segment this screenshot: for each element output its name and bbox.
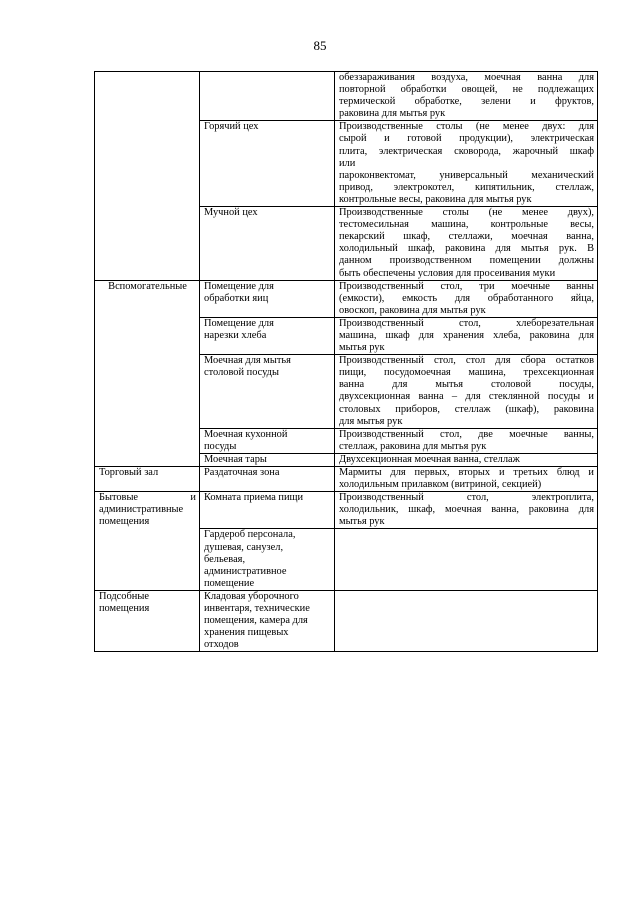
equipment-line: двухсекционная ванна – для стеклянной посуды и: [339, 391, 594, 403]
equipment-cell: [335, 355, 598, 429]
premise-line: Помещение для: [204, 280, 274, 292]
equipment-table: [94, 71, 598, 652]
premise-line: обработки яиц: [204, 292, 269, 304]
equipment-cell: [335, 453, 598, 466]
group-label: Бытовые и: [99, 492, 196, 504]
premise-line: инвентаря, технические: [204, 603, 310, 615]
premise-cell: [200, 72, 335, 121]
premise-line: Раздаточная зона: [204, 467, 280, 478]
premise-line: Гардероб персонала,: [204, 529, 296, 541]
equipment-line: овоскоп, раковина для мытья рук: [339, 304, 486, 316]
premise-line: душевая, санузел,: [204, 541, 284, 553]
equipment-line: ванна для мытья столовой посуды,: [339, 379, 594, 391]
premise-line: Мучной цех: [204, 207, 258, 219]
equipment-line: тестомесильная машина, контрольные весы,: [339, 219, 594, 231]
page-number: 85: [313, 38, 327, 53]
premise-cell: [200, 355, 335, 429]
premise-line: Кладовая уборочного: [204, 590, 299, 602]
equipment-cell: [335, 529, 598, 590]
equipment-line: Мармиты для первых, вторых и третьих блюд и: [339, 467, 594, 478]
equipment-line: холодильник, шкаф, моечная ванна, раковина для: [339, 504, 594, 516]
premise-line: Моечная для мытья: [204, 355, 291, 367]
premise-cell: [200, 280, 335, 317]
premise-line: столовой посуды: [204, 367, 279, 379]
table-row: [95, 467, 598, 492]
equipment-cell: [335, 317, 598, 354]
equipment-line: или: [339, 157, 356, 169]
equipment-cell: [335, 72, 598, 121]
group-cell: [95, 492, 200, 591]
equipment-cell: [335, 121, 598, 207]
equipment-line: пароконвектомат, универсальный механический: [339, 169, 594, 181]
group-cell: [95, 72, 200, 281]
premise-line: нарезки хлеба: [204, 329, 267, 341]
group-cell: [95, 590, 200, 651]
equipment-line: Производственные столы (не менее двух),: [339, 207, 594, 219]
group-label: помещения: [99, 516, 150, 528]
group-cell: [95, 280, 200, 466]
premise-cell: [200, 529, 335, 590]
premise-cell: [200, 590, 335, 651]
premise-line: отходов: [204, 639, 239, 651]
equipment-cell: [335, 428, 598, 453]
equipment-line: холодильный шкаф, раковина для мытья рук. В: [339, 243, 594, 255]
equipment-line: обеззараживания воздуха, моечная ванна для: [339, 72, 594, 83]
equipment-line: плита, электрическая сковорода, жарочный шкаф: [339, 145, 594, 157]
premise-cell: [200, 317, 335, 354]
equipment-cell: [335, 492, 598, 529]
table-row: [95, 590, 598, 651]
group-cell: [95, 467, 200, 492]
premise-cell: [200, 467, 335, 492]
premise-line: Помещение для: [204, 317, 274, 329]
premise-line: посуды: [204, 440, 237, 452]
equipment-cell: [335, 590, 598, 651]
premise-line: помещение: [204, 577, 255, 589]
equipment-line: машина, шкаф для хранения хлеба, раковина для: [339, 329, 594, 341]
group-label: Торговый зал: [99, 467, 159, 478]
equipment-line: холодильным прилавком (витриной, секцией): [339, 479, 542, 491]
table-row: [95, 280, 598, 317]
equipment-line: привод, электрокотел, кипятильник, стеллаж,: [339, 181, 594, 193]
equipment-line: быть обеспечены условия для просеивания муки: [339, 267, 556, 279]
equipment-line: термической обработке, зелени и фруктов,: [339, 96, 594, 108]
group-label: помещения: [99, 603, 150, 615]
premise-line: Моечная кухонной: [204, 428, 288, 440]
premise-line: бельевая,: [204, 553, 246, 565]
equipment-line: повторной обработки овощей, не подлежащих: [339, 84, 594, 96]
equipment-line: (емкости), емкость для обработанного яйца,: [339, 292, 594, 304]
equipment-line: Двухсекционная моечная ванна, стеллаж: [339, 453, 520, 465]
equipment-line: данном производственном помещении должны: [339, 255, 594, 267]
premise-cell: [200, 121, 335, 207]
equipment-line: Производственный стол, три моечные ванны: [339, 280, 594, 292]
equipment-cell: [335, 280, 598, 317]
premise-line: Комната приема пищи: [204, 492, 304, 504]
equipment-line: мытья рук: [339, 516, 385, 528]
premise-line: хранения пищевых: [204, 627, 289, 639]
group-label: Подсобные: [99, 590, 149, 602]
equipment-line: Производственный стол, стол для сбора остатков: [339, 355, 594, 367]
equipment-line: Производственный стол, хлеборезательная: [339, 317, 594, 329]
table-row: [95, 72, 598, 121]
equipment-line: Производственный стол, две моечные ванны,: [339, 428, 594, 440]
equipment-line: стеллаж, раковина для мытья рук: [339, 440, 487, 452]
equipment-line: столовых приборов, стеллаж (шкаф), раковина: [339, 403, 594, 415]
premise-line: Моечная тары: [204, 453, 267, 465]
premise-cell: [200, 453, 335, 466]
table-row: [95, 492, 598, 529]
equipment-line: мытья рук: [339, 342, 385, 354]
equipment-line: раковина для мытья рук: [339, 108, 446, 120]
equipment-line: пекарский шкаф, стеллажи, моечная ванна,: [339, 231, 594, 243]
premise-line: Горячий цех: [204, 121, 259, 133]
premise-cell: [200, 428, 335, 453]
equipment-line: контрольные весы, раковина для мытья рук: [339, 193, 532, 205]
equipment-line: Производственный стол, электроплита,: [339, 492, 594, 504]
group-label: административные: [99, 504, 184, 516]
group-label: Вспомогательные: [108, 280, 187, 292]
premise-line: административное: [204, 565, 287, 577]
equipment-line: Производственные столы (не менее двух: для: [339, 121, 594, 133]
premise-line: помещения, камера для: [204, 615, 308, 627]
premise-cell: [200, 207, 335, 281]
equipment-cell: [335, 467, 598, 492]
equipment-cell: [335, 207, 598, 281]
equipment-line: пищи, посудомоечная машина, трехсекционная: [339, 367, 594, 379]
equipment-line: сырой и готовой продукции), электрическая: [339, 133, 594, 145]
premise-cell: [200, 492, 335, 529]
equipment-line: для мытья рук: [339, 415, 403, 427]
